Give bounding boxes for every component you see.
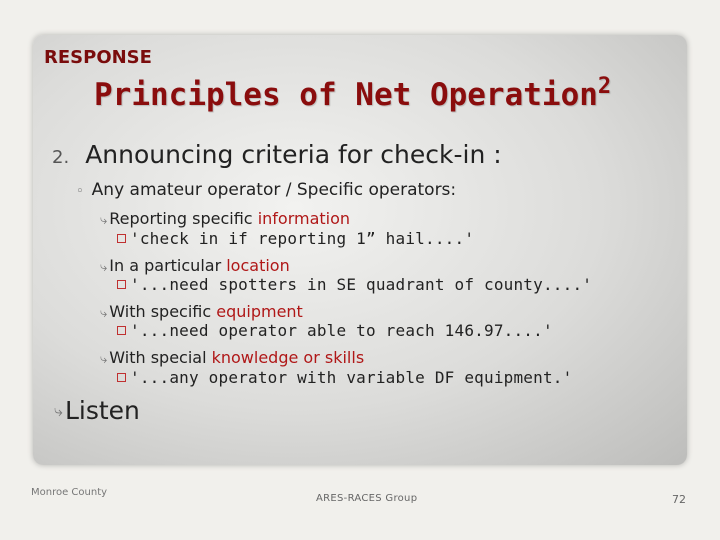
section-tag: RESPONSE [44, 47, 152, 68]
criterion-text: With special [109, 348, 212, 367]
listen-item [54, 396, 140, 425]
title-text: Principles of Net Operation [94, 77, 598, 113]
criterion-item [100, 348, 364, 367]
sub-item [76, 180, 456, 200]
criterion-example [117, 229, 474, 248]
curved-arrow-bullet-icon: ⤷ [100, 352, 108, 367]
curved-arrow-bullet-icon: ⤷ [100, 306, 108, 321]
criterion-item [100, 302, 303, 321]
square-bullet-icon [117, 326, 126, 335]
title-superscript: 2 [597, 74, 612, 99]
square-bullet-icon [117, 373, 126, 382]
example-text: '...need operator able to reach 146.97....' [130, 321, 553, 340]
criterion-example [117, 275, 592, 294]
criterion-highlight: information [257, 209, 351, 228]
criterion-example [117, 368, 572, 387]
example-text: 'check in if reporting 1” hail....' [130, 229, 475, 248]
criterion-highlight: knowledge or skills [211, 348, 365, 367]
slide-title [94, 74, 611, 113]
curved-arrow-bullet-icon: ⤷ [54, 401, 63, 420]
footer-organization: Monroe County [31, 487, 108, 498]
curved-arrow-bullet-icon: ⤷ [100, 213, 108, 228]
footer-group: ARES-RACES Group [316, 493, 418, 504]
square-bullet-icon [117, 234, 126, 243]
criterion-text: With specific [109, 302, 217, 321]
criterion-item [100, 256, 290, 275]
criterion-example [117, 321, 553, 340]
circle-bullet-icon: ◦ [76, 184, 84, 199]
item-text: Announcing criteria for check-in : [85, 140, 502, 169]
curved-arrow-bullet-icon: ⤷ [100, 260, 108, 275]
example-text: '...need spotters in SE quadrant of county....' [130, 275, 593, 294]
announce-item [52, 140, 502, 169]
criterion-item [100, 209, 350, 228]
criterion-text: Reporting specific [109, 209, 258, 228]
item-number: 2. [52, 147, 70, 168]
example-text: '...any operator with variable DF equipment.' [130, 368, 573, 387]
criterion-highlight: equipment [216, 302, 303, 321]
sub-item-text: Any amateur operator / Specific operators: [91, 180, 457, 200]
criterion-text: In a particular [109, 256, 227, 275]
listen-text: Listen [64, 396, 140, 425]
square-bullet-icon [117, 280, 126, 289]
page-number: 72 [672, 493, 686, 506]
criterion-highlight: location [226, 256, 290, 275]
